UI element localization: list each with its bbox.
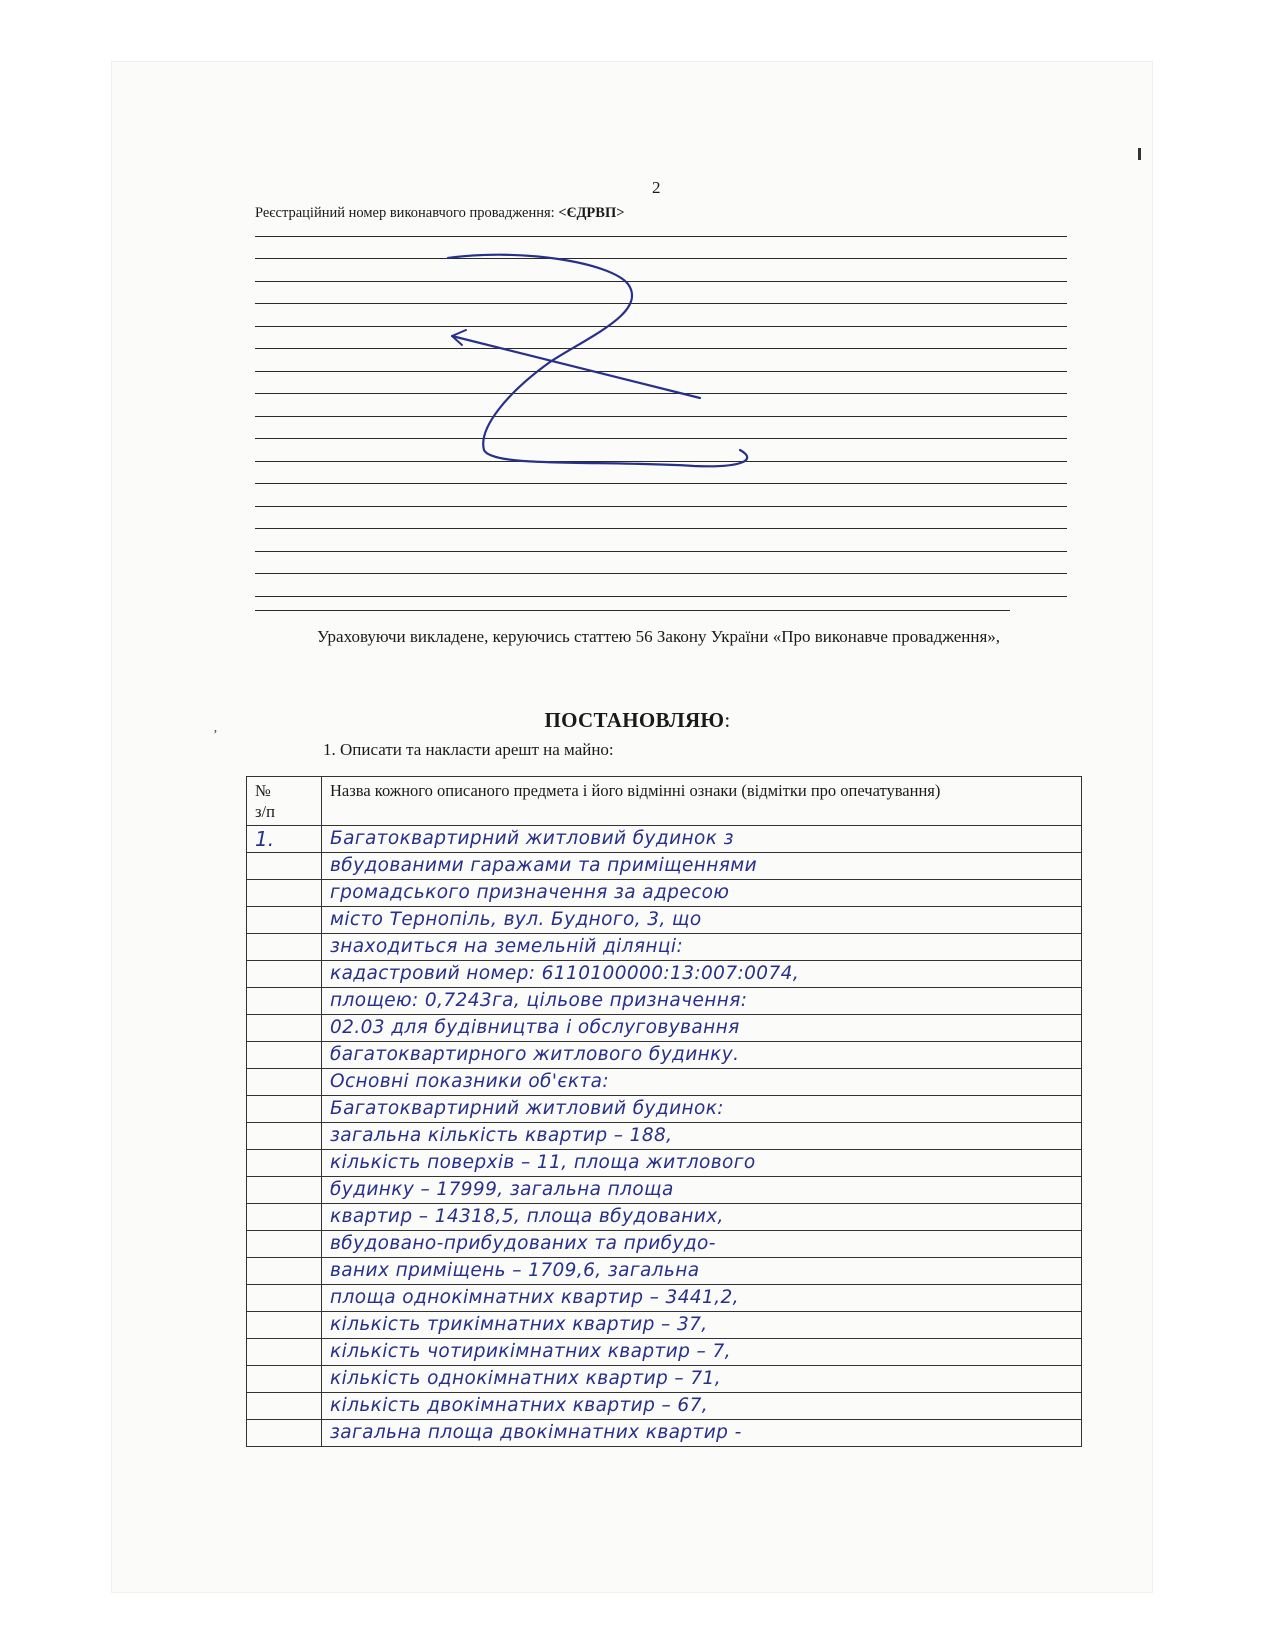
handwritten-line: площа однокімнатних квартир – 3441,2, xyxy=(330,1287,739,1308)
row-description-cell xyxy=(322,826,1082,853)
row-number-cell xyxy=(247,1393,322,1420)
row-description-cell xyxy=(322,1366,1082,1393)
row-description-cell xyxy=(322,1285,1082,1312)
handwritten-line: кадастровий номер: 6110100000:13:007:0074, xyxy=(330,963,800,984)
ruled-line xyxy=(255,326,1067,327)
handwritten-line: ваних приміщень – 1709,6, загальна xyxy=(330,1260,700,1281)
row-description-cell xyxy=(322,934,1082,961)
body-paragraph: Ураховуючи викладене, керуючись статтею 56 Закону України «Про виконавче провадження», xyxy=(317,627,1001,646)
row-number-cell xyxy=(247,1069,322,1096)
margin-tick: ʼ xyxy=(213,728,218,743)
row-number-cell xyxy=(247,1366,322,1393)
table-row xyxy=(247,1177,1082,1204)
table-row xyxy=(247,1123,1082,1150)
handwritten-line: вбудованими гаражами та приміщеннями xyxy=(330,855,758,876)
handwritten-rows xyxy=(247,826,1082,1447)
handwritten-line: багатоквартирного житлового будинку. xyxy=(330,1044,740,1065)
table-row xyxy=(247,934,1082,961)
row-number-cell xyxy=(247,826,322,853)
ruled-line xyxy=(255,348,1067,349)
handwritten-line: площею: 0,7243га, цільове призначення: xyxy=(330,990,748,1011)
table-row xyxy=(247,1258,1082,1285)
row-number-cell xyxy=(247,1015,322,1042)
row-description-cell xyxy=(322,1339,1082,1366)
row-number-cell xyxy=(247,1258,322,1285)
handwritten-line: загальна кількість квартир – 188, xyxy=(330,1125,673,1146)
edge-mark xyxy=(1138,148,1141,160)
row-description-cell xyxy=(322,1231,1082,1258)
ruled-line xyxy=(255,528,1067,529)
row-number-cell xyxy=(247,988,322,1015)
ruled-line xyxy=(255,258,1067,259)
row-number-cell xyxy=(247,1204,322,1231)
row-number-cell xyxy=(247,1123,322,1150)
inventory-table xyxy=(246,776,1082,1447)
handwritten-line: громадського призначення за адресою xyxy=(330,882,730,903)
row-number-cell xyxy=(247,853,322,880)
table-row xyxy=(247,1204,1082,1231)
handwritten-line: Багатоквартирний житловий будинок: xyxy=(330,1098,724,1119)
ruled-line xyxy=(255,371,1067,372)
table-row xyxy=(247,1339,1082,1366)
ruled-line xyxy=(255,393,1067,394)
row-number-cell xyxy=(247,1285,322,1312)
row-number-cell xyxy=(247,1042,322,1069)
ruled-line xyxy=(255,416,1067,417)
header-number-symbol: № xyxy=(255,781,271,800)
row-description-cell xyxy=(322,1123,1082,1150)
row-number: 1. xyxy=(255,827,275,851)
row-number-cell xyxy=(247,1231,322,1258)
row-description-cell xyxy=(322,1015,1082,1042)
ruled-line xyxy=(255,551,1067,552)
row-number-cell xyxy=(247,1096,322,1123)
handwritten-line: 02.03 для будівництва і обслуговування xyxy=(330,1017,740,1038)
table-row xyxy=(247,907,1082,934)
table-row xyxy=(247,880,1082,907)
ruled-line xyxy=(255,596,1067,597)
ruled-line xyxy=(255,461,1067,462)
handwritten-line: будинку – 17999, загальна площа xyxy=(330,1179,674,1200)
row-description-cell xyxy=(322,1096,1082,1123)
registration-label: Реєстраційний номер виконавчого провадження: xyxy=(255,205,555,221)
row-number-cell xyxy=(247,1312,322,1339)
handwritten-line: вбудовано-прибудованих та прибудо- xyxy=(330,1233,716,1254)
row-description-cell xyxy=(322,1042,1082,1069)
handwritten-line: квартир – 14318,5, площа вбудованих, xyxy=(330,1206,724,1227)
header-number-cell xyxy=(247,777,322,826)
row-description-cell xyxy=(322,1204,1082,1231)
row-description-cell xyxy=(322,1177,1082,1204)
handwritten-line: кількість двокімнатних квартир – 67, xyxy=(330,1395,709,1416)
ruled-line xyxy=(255,506,1067,507)
row-description-cell xyxy=(322,988,1082,1015)
ruled-line xyxy=(255,281,1067,282)
handwritten-line: Багатоквартирний житловий будинок з xyxy=(330,828,734,849)
table-row xyxy=(247,826,1082,853)
table-row xyxy=(247,988,1082,1015)
handwritten-line: місто Тернопіль, вул. Будного, 3, що xyxy=(330,909,702,930)
handwritten-line: Основні показники об'єкта: xyxy=(330,1071,610,1092)
row-description-cell xyxy=(322,880,1082,907)
row-description-cell xyxy=(322,1420,1082,1447)
table-row xyxy=(247,1366,1082,1393)
row-description-cell xyxy=(322,1312,1082,1339)
table-row xyxy=(247,1015,1082,1042)
row-description-cell xyxy=(322,1150,1082,1177)
resolution-heading xyxy=(0,708,1275,733)
handwritten-line: знаходиться на земельній ділянці: xyxy=(330,936,684,957)
table-row xyxy=(247,961,1082,988)
table-row xyxy=(247,1312,1082,1339)
row-number-cell xyxy=(247,1150,322,1177)
row-description-cell xyxy=(322,961,1082,988)
row-description-cell xyxy=(322,853,1082,880)
ruled-line xyxy=(255,573,1067,574)
ruled-line xyxy=(255,610,1010,611)
header-number-sub: з/п xyxy=(255,802,275,821)
row-number-cell xyxy=(247,1420,322,1447)
header-description-cell: Назва кожного описаного предмета і його відмінні ознаки (відмітки про опечатування) xyxy=(322,777,1082,826)
row-number-cell xyxy=(247,880,322,907)
table-row xyxy=(247,1150,1082,1177)
row-number-cell xyxy=(247,1177,322,1204)
row-number-cell xyxy=(247,934,322,961)
row-number-cell xyxy=(247,1339,322,1366)
resolution-item-1: 1. Описати та накласти арешт на майно: xyxy=(323,740,614,759)
table-row xyxy=(247,1096,1082,1123)
table-header-row xyxy=(247,777,1082,826)
table-row xyxy=(247,1420,1082,1447)
row-description-cell xyxy=(322,907,1082,934)
handwritten-line: кількість поверхів – 11, площа житлового xyxy=(330,1152,756,1173)
table-row xyxy=(247,1042,1082,1069)
row-description-cell xyxy=(322,1258,1082,1285)
handwritten-line: кількість трикімнатних квартир – 37, xyxy=(330,1314,708,1335)
handwritten-line: кількість чотирикімнатних квартир – 7, xyxy=(330,1341,731,1362)
ruled-line xyxy=(255,483,1067,484)
row-number-cell xyxy=(247,961,322,988)
resolution-heading-colon: : xyxy=(724,708,731,732)
row-number-cell xyxy=(247,907,322,934)
ruled-line xyxy=(255,438,1067,439)
handwritten-line: загальна площа двокімнатних квартир - xyxy=(330,1422,742,1443)
row-description-cell xyxy=(322,1069,1082,1096)
resolution-heading-text: ПОСТАНОВЛЯЮ xyxy=(544,708,725,732)
table-row xyxy=(247,1231,1082,1258)
page-number: 2 xyxy=(652,178,661,197)
table-row xyxy=(247,1069,1082,1096)
ruled-line xyxy=(255,236,1067,237)
registration-code: <ЄДРВП> xyxy=(558,205,625,221)
row-description-cell xyxy=(322,1393,1082,1420)
table-row xyxy=(247,1285,1082,1312)
handwritten-line: кількість однокімнатних квартир – 71, xyxy=(330,1368,721,1389)
ruled-line xyxy=(255,303,1067,304)
table-row xyxy=(247,853,1082,880)
table-row xyxy=(247,1393,1082,1420)
